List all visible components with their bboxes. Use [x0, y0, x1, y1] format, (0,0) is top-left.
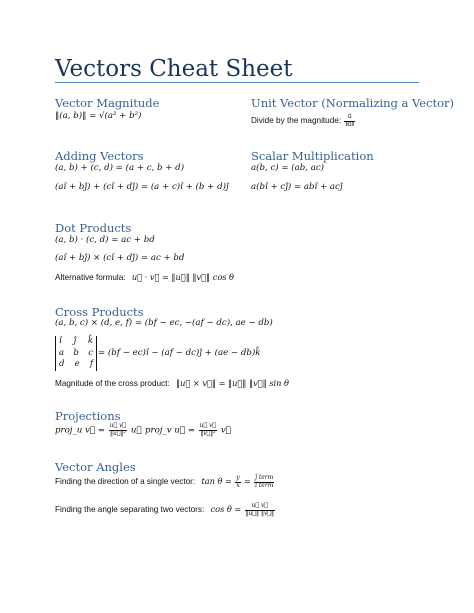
- heading-dot-products: Dot Products: [55, 221, 132, 235]
- det-cell: d: [59, 359, 65, 369]
- projection-v-fraction: [199, 423, 217, 437]
- cross-magnitude-formula: ‖u⃗ × v⃗‖ = ‖u⃗‖ ‖v⃗‖ sin θ: [175, 378, 289, 388]
- heading-cross-products: Cross Products: [55, 305, 144, 319]
- determinant-row: [56, 348, 96, 360]
- angle-separation-numerator: u⃗ v⃗: [245, 503, 275, 511]
- angle-separation-formula: cos θ =: [210, 504, 242, 515]
- cross-magnitude-text: Magnitude of the cross product:: [55, 379, 170, 388]
- projection-v-numerator: u⃗ v⃗: [199, 422, 217, 429]
- dot-formula-2: (aî + bĵ) × (cî + dĵ) = ac + bd: [55, 253, 185, 263]
- determinant-row: [56, 336, 96, 348]
- det-cell: î: [59, 336, 62, 346]
- heading-adding-vectors: Adding Vectors: [55, 149, 144, 163]
- cross-formula-1: (a, b, c) × (d, e, f) = (bf − ec, −(af − dc), ae − db): [55, 318, 273, 328]
- heading-vector-angles: Vector Angles: [55, 460, 136, 474]
- adding-formula-2: (aî + bĵ) + (cî + dĵ) = (a + c)î + (b + d)ĵ: [55, 182, 229, 192]
- angle-direction-fraction-xy: [235, 475, 240, 489]
- projection-u-suffix: u⃗: [130, 425, 142, 436]
- angle-direction-i-term: î term: [255, 481, 274, 489]
- projection-v-prefix: proj_v u⃗ =: [145, 425, 195, 436]
- projection-u-denominator: ‖u⃗‖²: [109, 429, 126, 437]
- scalar-formula-2: a(bî + cĵ) = abî + acĵ: [251, 182, 343, 192]
- angle-direction-equals: =: [243, 476, 251, 487]
- angle-direction-y: y: [236, 474, 240, 481]
- heading-projections: Projections: [55, 409, 121, 423]
- dot-alternative-line: [55, 272, 234, 282]
- dot-alternative-text: Alternative formula:: [55, 273, 126, 282]
- det-cell: c: [88, 347, 93, 358]
- projection-u-numerator: u⃗ v⃗: [109, 422, 127, 429]
- det-cell: f: [89, 359, 93, 369]
- det-cell: ĵ: [73, 336, 77, 346]
- angle-direction-formula: tan θ =: [201, 476, 232, 487]
- scalar-formula-1: a(b, c) = (ab, ac): [251, 163, 325, 173]
- angle-direction-line: [55, 475, 275, 489]
- title-rule: [55, 82, 419, 83]
- dot-alternative-formula: u⃗ · v⃗ = ‖u⃗‖ ‖v⃗‖ cos θ: [131, 272, 234, 282]
- projection-u-prefix: proj_u v⃗ =: [55, 425, 105, 436]
- heading-unit-vector: Unit Vector (Normalizing a Vector): [251, 96, 455, 110]
- angle-separation-line: [55, 503, 276, 517]
- cross-magnitude-line: [55, 378, 289, 388]
- projection-u-formula: [55, 423, 142, 437]
- angle-direction-fraction-terms: [254, 475, 274, 489]
- det-cell: k̂: [87, 336, 93, 346]
- angle-direction-x: x: [236, 481, 240, 489]
- magnitude-formula: ‖(a, b)‖ = √(a² + b²): [55, 111, 142, 121]
- heading-scalar-multiplication: Scalar Multiplication: [251, 149, 374, 163]
- unit-vector-denominator: ‖u⃗‖: [345, 121, 355, 128]
- angle-direction-j-term: ĵ term: [255, 474, 274, 481]
- angle-separation-denominator: ‖u⃗‖ ‖v⃗‖: [245, 509, 274, 517]
- det-cell: b: [73, 347, 79, 358]
- projection-v-suffix: v⃗: [220, 425, 231, 436]
- projection-v-formula: [145, 423, 231, 437]
- heading-vector-magnitude: Vector Magnitude: [55, 96, 160, 110]
- unit-vector-numerator: u⃗: [344, 114, 355, 122]
- angle-separation-fraction: [245, 503, 275, 517]
- adding-formula-1: (a, b) + (c, d) = (a + c, b + d): [55, 163, 185, 173]
- projection-v-denominator: ‖v⃗‖²: [200, 429, 216, 437]
- angle-separation-text: Finding the angle separating two vectors:: [55, 505, 205, 515]
- page-title: Vectors Cheat Sheet: [55, 56, 293, 82]
- unit-vector-line: [251, 114, 356, 128]
- unit-vector-fraction: [344, 114, 355, 128]
- angle-direction-text: Finding the direction of a single vector:: [55, 477, 196, 487]
- det-cell: e: [74, 359, 80, 369]
- unit-vector-text: Divide by the magnitude:: [251, 116, 342, 126]
- cross-determinant: [55, 336, 97, 371]
- det-cell: a: [59, 347, 65, 358]
- determinant-row: [56, 359, 96, 371]
- cross-determinant-result: = (bf − ec)î − (af − dc)ĵ + (ae − db)k̂: [98, 348, 261, 358]
- projection-u-fraction: [109, 423, 127, 437]
- dot-formula-1: (a, b) · (c, d) = ac + bd: [55, 235, 155, 245]
